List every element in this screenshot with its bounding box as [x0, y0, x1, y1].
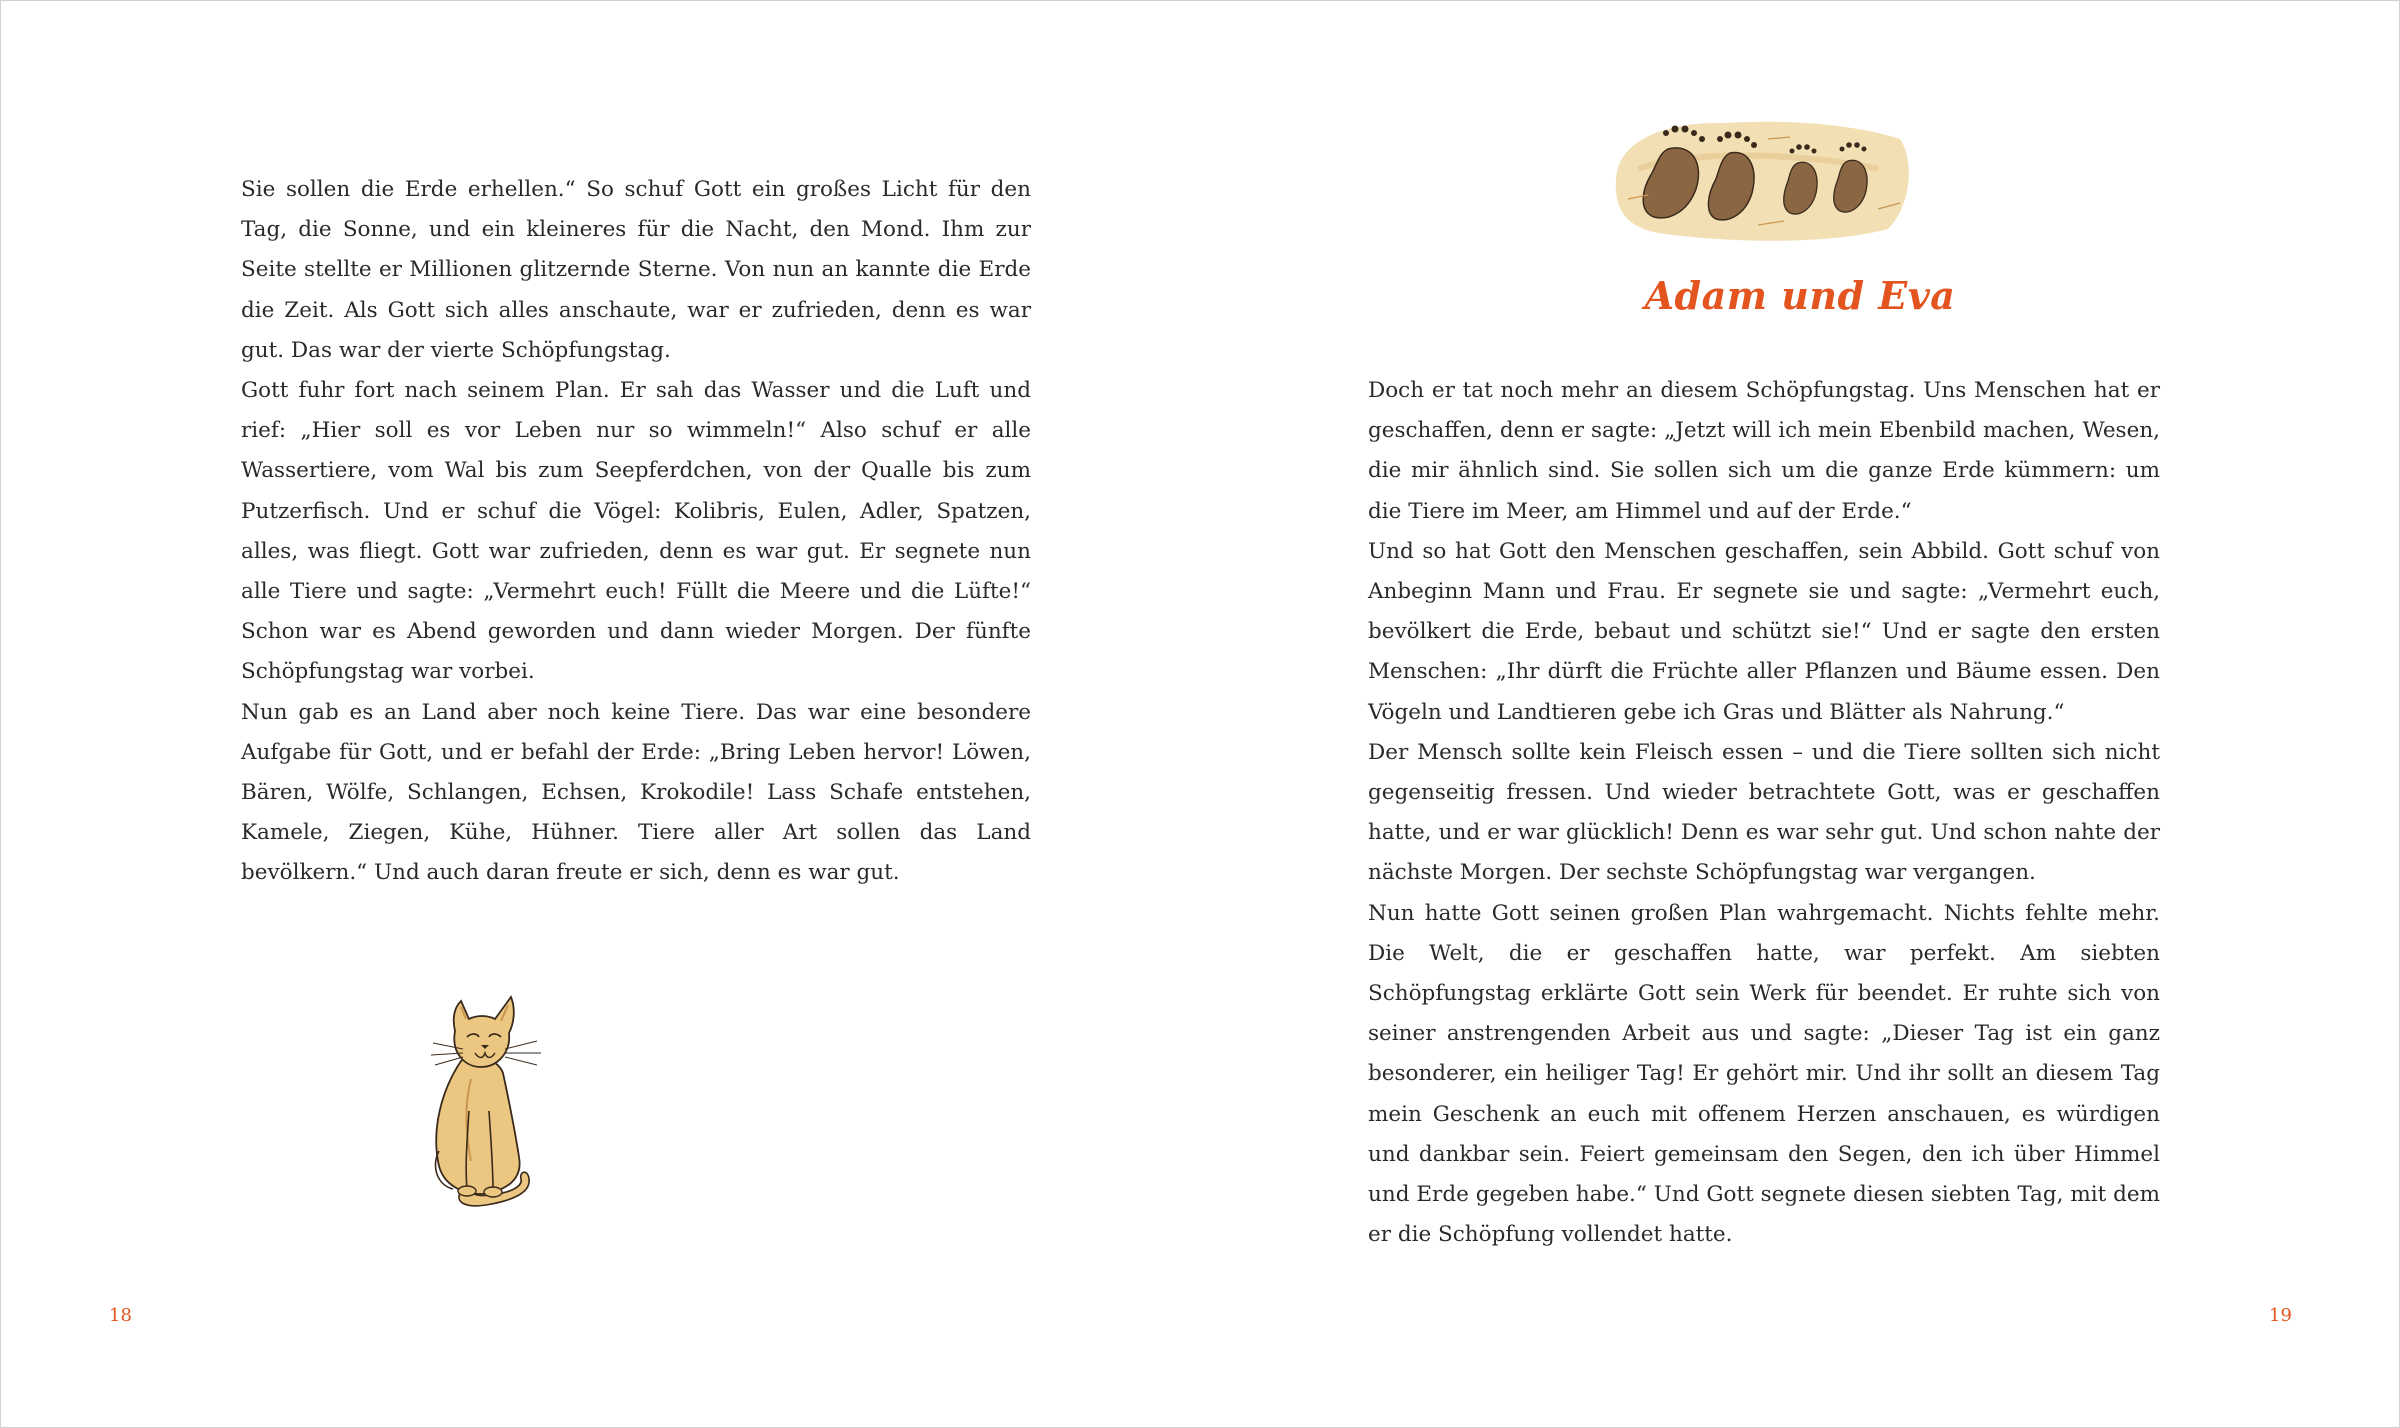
page-number: 18: [109, 1305, 132, 1326]
paragraph: Sie sollen die Erde erhellen.“ So schuf Gott ein großes Licht für den Tag, die Sonne, und ein kleineres für die Nacht, den Mond. Ihm zur Seite stellte er Millionen glitzernde Sterne. Von nun an kannte die Erde die Zeit. Als Gott sich alles anschaute, war er zufrieden, denn es war gut. Das war der vierte Schöpfungstag.: [241, 177, 1031, 363]
right-page-text: [1368, 371, 2160, 1255]
page-number: 19: [2269, 1305, 2292, 1326]
right-page: [1200, 1, 2399, 1427]
cat-illustration: [411, 961, 561, 1211]
paragraph: Nun gab es an Land aber noch keine Tiere. Das war eine besondere Aufgabe für Gott, und er befahl der Erde: „Bring Leben hervor! Löwen, Bären, Wölfe, Schlangen, Echsen, Krokodile! Lass Schafe entstehen, Kamele, Ziegen, Kühe, Hühner. Tiere aller Art sollen das Land bevölkern.“ Und auch daran freute er sich, denn es war gut.: [241, 699, 1031, 886]
paragraph: Doch er tat noch mehr an diesem Schöpfungstag. Uns Menschen hat er geschaffen, denn er sagte: „Jetzt will ich mein Ebenbild machen, Wesen, die mir ähnlich sind. Sie sollen sich um die ganze Erde kümmern: um die Tiere im Meer, am Himmel und auf der Erde.“: [1368, 378, 2160, 524]
paragraph: Nun hatte Gott seinen großen Plan wahrgemacht. Nichts fehlte mehr. Die Welt, die er geschaffen hatte, war perfekt. Am siebten Schöpfungstag erklärte Gott sein Werk für beendet. Er ruhte sich von seiner anstrengenden Arbeit aus und sagte: „Dieser Tag ist ein ganz besonderer, ein heiliger Tag! Er gehört mir. Und ihr sollt an diesem Tag mein Geschenk an euch mit offenem Herzen anschauen, es würdigen und dankbar sein. Feiert gemeinsam den Segen, den ich über Himmel und Erde gegeben habe.“ Und Gott segnete diesen siebten Tag, mit dem er die Schöpfung vollendet hatte.: [1368, 900, 2160, 1248]
paragraph: Und so hat Gott den Menschen geschaffen, sein Abbild. Gott schuf von Anbeginn Mann und Frau. Er segnete sie und sagte: „Vermehrt euch, bevölkert die Erde, bebaut und schützt sie!“ Und er sagte den ersten Menschen: „Ihr dürft die Früchte aller Pflanzen und Bäume essen. Den Vögeln und Landtieren gebe ich Gras und Blätter als Nahrung.“: [1368, 538, 2160, 725]
left-page-text: [241, 170, 1031, 894]
chapter-title: Adam und Eva: [1644, 273, 1956, 318]
left-page: [1, 1, 1200, 1427]
paragraph: Gott fuhr fort nach seinem Plan. Er sah das Wasser und die Luft und rief: „Hier soll es vor Leben nur so wimmeln!“ Also schuf er alle Wassertiere, vom Wal bis zum Seepferdchen, von der Qualle bis zum Putzerfisch. Und er schuf die Vögel: Kolibris, Eulen, Adler, Spatzen, alles, was fliegt. Gott war zufrieden, denn es war gut. Er segnete nun alle Tiere und sagte: „Vermehrt euch! Füllt die Meere und die Lüfte!“ Schon war es Abend geworden und dann wieder Morgen. Der fünfte Schöpfungstag war vorbei.: [241, 378, 1031, 685]
footprints-illustration: [1608, 109, 1918, 249]
paragraph: Der Mensch sollte kein Fleisch essen – und die Tiere sollten sich nicht gegenseitig fressen. Und wieder betrachtete Gott, was er geschaffen hatte, und er war glücklich! Denn es war sehr gut. Und schon nahte der nächste Morgen. Der sechste Schöpfungstag war vergangen.: [1368, 739, 2160, 886]
